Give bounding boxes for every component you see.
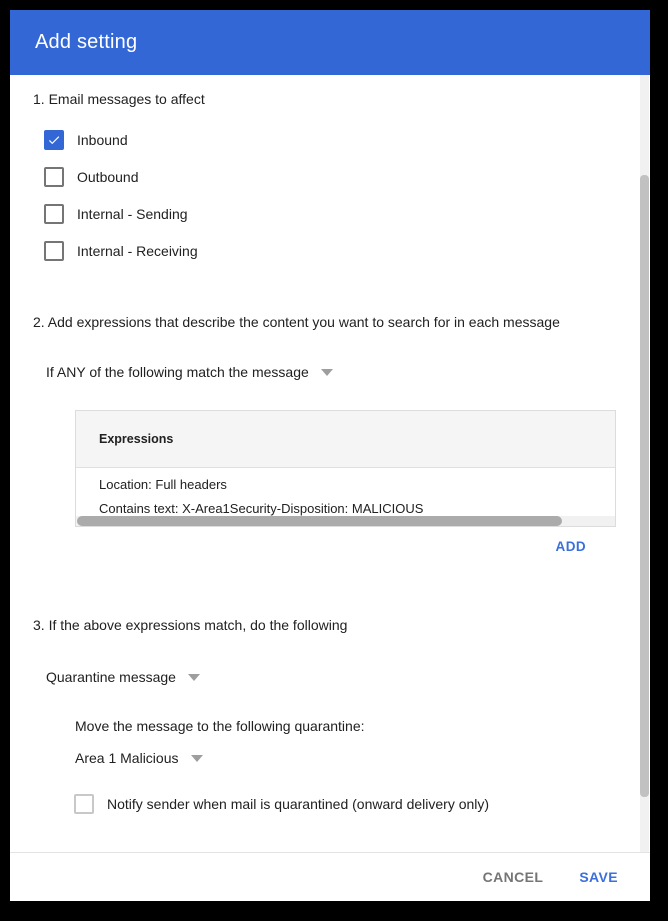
inbound-checkbox[interactable] — [44, 130, 64, 150]
expressions-column-header: Expressions — [99, 432, 174, 446]
quarantine-dropdown-value: Area 1 Malicious — [75, 750, 179, 766]
checkbox-row-outbound[interactable] — [44, 167, 139, 187]
add-setting-dialog — [10, 10, 650, 901]
dropdown-arrow-icon — [191, 755, 203, 762]
match-type-dropdown[interactable] — [46, 364, 333, 380]
expression-row-location[interactable]: Location: Full headers — [99, 477, 227, 492]
notify-sender-checkbox[interactable] — [74, 794, 94, 814]
action-dropdown[interactable] — [46, 669, 200, 685]
inbound-checkbox-label: Inbound — [77, 132, 128, 148]
expression-row-contains-text[interactable]: Contains text: X-Area1Security-Disposition: MALICIOUS — [99, 501, 424, 516]
dialog-header — [10, 10, 650, 75]
quarantine-label: Move the message to the following quarantine: — [75, 718, 365, 734]
checkbox-row-notify-sender[interactable] — [74, 794, 489, 814]
table-horizontal-scrollbar-thumb[interactable] — [77, 516, 562, 526]
checkbox-row-internal-receiving[interactable] — [44, 241, 198, 261]
match-type-dropdown-value: If ANY of the following match the message — [46, 364, 309, 380]
dropdown-arrow-icon — [188, 674, 200, 681]
step2-heading: 2. Add expressions that describe the content you want to search for in each message — [33, 314, 560, 330]
outbound-checkbox[interactable] — [44, 167, 64, 187]
table-horizontal-scrollbar[interactable] — [76, 516, 615, 526]
dropdown-arrow-icon — [321, 369, 333, 376]
check-icon — [47, 133, 61, 147]
quarantine-dropdown[interactable] — [75, 750, 203, 766]
save-button[interactable]: SAVE — [579, 869, 618, 885]
vertical-scrollbar[interactable] — [640, 75, 649, 852]
cancel-button[interactable]: CANCEL — [482, 869, 544, 885]
step3-heading: 3. If the above expressions match, do the following — [33, 617, 348, 633]
notify-sender-checkbox-label: Notify sender when mail is quarantined (onward delivery only) — [107, 796, 490, 812]
vertical-scrollbar-thumb[interactable] — [640, 175, 649, 797]
internal-receiving-checkbox[interactable] — [44, 241, 64, 261]
outbound-checkbox-label: Outbound — [77, 169, 139, 185]
internal-sending-checkbox-label: Internal - Sending — [77, 206, 188, 222]
step1-heading: 1. Email messages to affect — [33, 91, 205, 107]
internal-sending-checkbox[interactable] — [44, 204, 64, 224]
action-dropdown-value: Quarantine message — [46, 669, 176, 685]
add-expression-button[interactable]: ADD — [555, 539, 586, 554]
checkbox-row-internal-sending[interactable] — [44, 204, 188, 224]
expressions-table-header — [76, 411, 615, 468]
expressions-table — [75, 410, 616, 527]
dialog-footer — [10, 852, 650, 901]
dialog-title: Add setting — [35, 31, 138, 53]
expressions-rows — [76, 468, 615, 521]
checkbox-row-inbound[interactable] — [44, 130, 128, 150]
internal-receiving-checkbox-label: Internal - Receiving — [77, 243, 198, 259]
